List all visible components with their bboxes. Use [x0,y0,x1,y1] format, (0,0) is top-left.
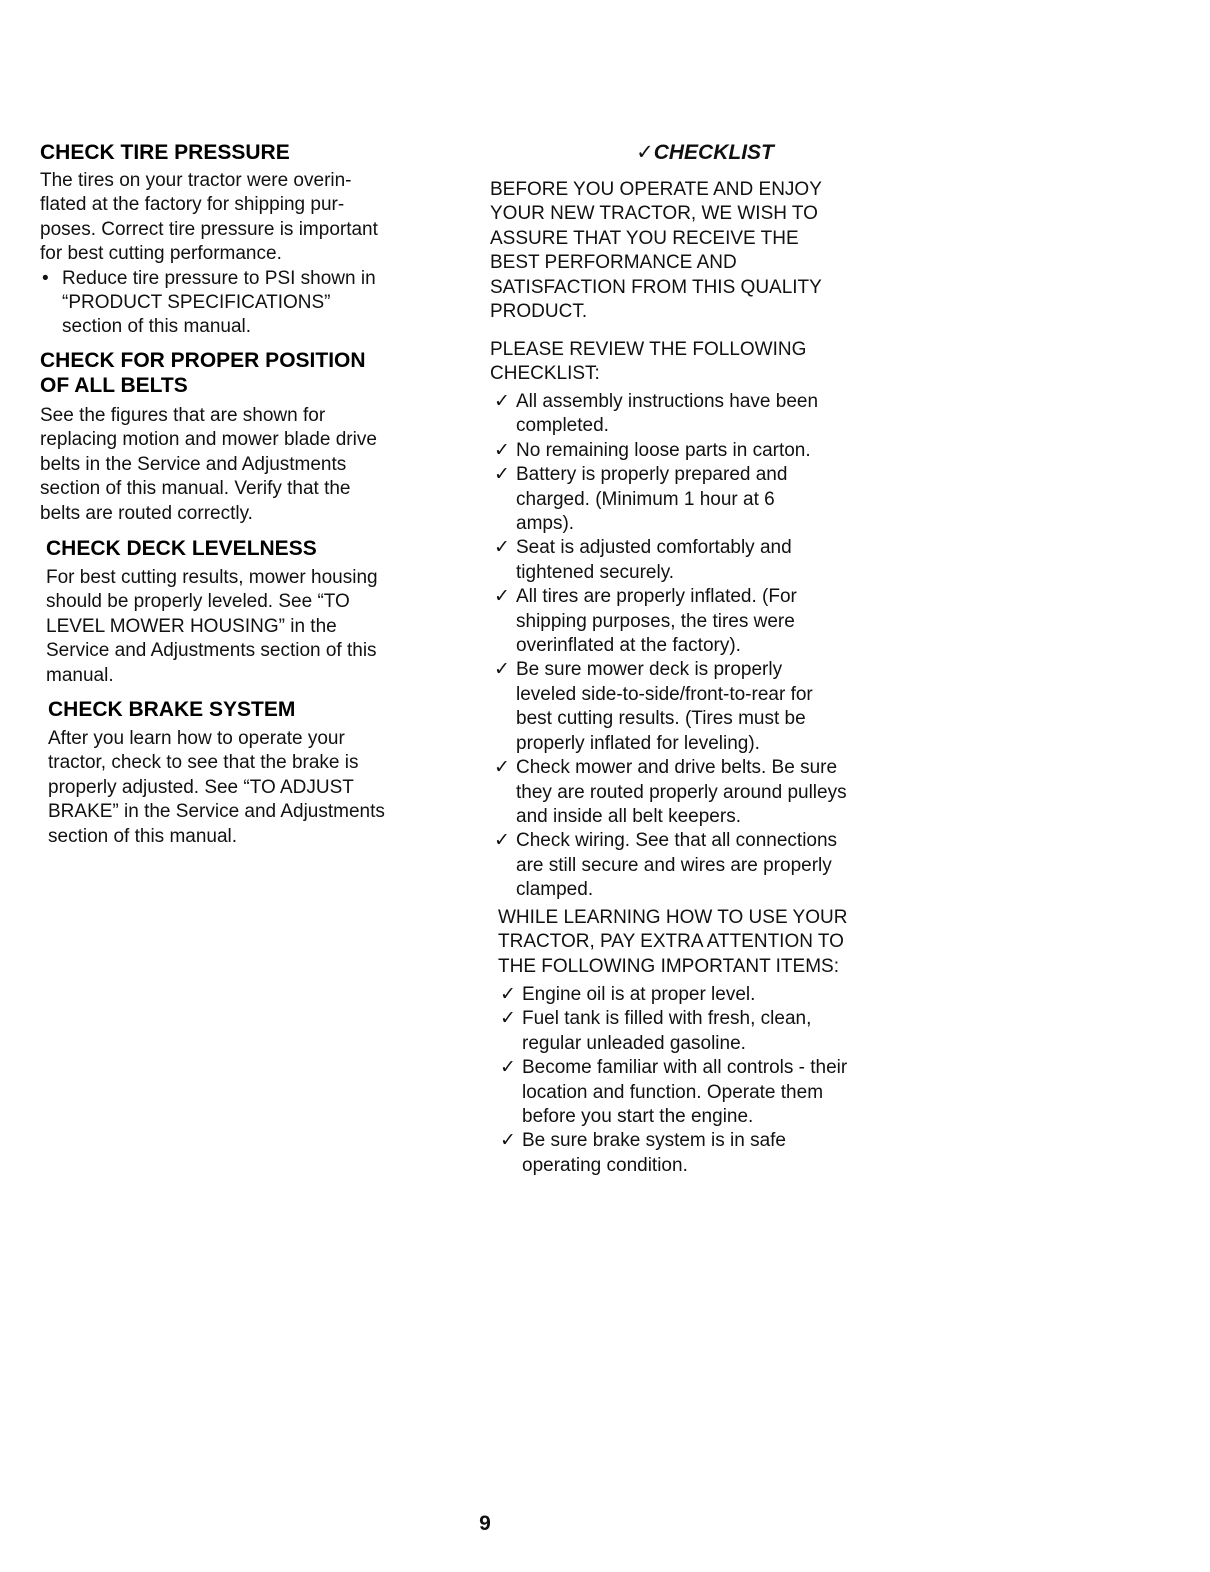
check-icon: ✓ [500,1057,516,1079]
item-line: No remaining loose parts in carton. [516,439,811,461]
check-icon: ✓ [494,757,510,779]
item-line: clamped. [516,879,594,901]
item-line: overinflated at the factory). [516,635,741,657]
checklist-title: ✓CHECKLIST [636,141,774,164]
text-line: THE FOLLOWING IMPORTANT ITEMS: [498,955,839,977]
deck-heading: CHECK DECK LEVELNESS [46,537,317,560]
text-line: belts are routed correctly. [40,502,253,524]
text-line: manual. [46,664,114,686]
bullet-icon: • [42,267,49,289]
bullet-line: “PRODUCT SPECIFICATIONS” [62,292,331,314]
text-line: Service and Adjustments section of this [46,640,377,662]
bullet-line: Reduce tire pressure to PSI shown in [62,267,376,289]
important-item [496,1129,920,1178]
belts-heading-line: OF ALL BELTS [40,374,188,397]
item-line: before you start the engine. [522,1106,754,1128]
important-item [496,1056,920,1129]
item-line: and inside all belt keepers. [516,805,741,827]
item-line: Check wiring. See that all connections [516,830,838,852]
text-line: ASSURE THAT YOU RECEIVE THE [490,227,799,249]
text-line: SATISFACTION FROM THIS QUALITY [490,276,822,298]
check-icon: ✓ [494,464,510,486]
text-line: The tires on your tractor were overin- [40,170,352,191]
item-line: Become familiar with all controls - their [522,1057,848,1079]
check-icon: ✓ [500,1008,516,1030]
bullet-line: section of this manual. [62,316,252,338]
item-line: regular unleaded gasoline. [522,1032,746,1054]
item-line: Fuel tank is filled with fresh, clean, [522,1008,812,1030]
item-line: leveled side-to-side/front-to-rear for [516,683,813,705]
checklist-item [490,536,920,585]
text-line: properly adjusted. See “TO ADJUST [48,776,354,798]
checklist [490,390,920,903]
bullet-item [40,267,460,340]
text-line: BRAKE” in the Service and Adjustments [48,801,385,823]
text-line: For best cutting results, mower housing [46,567,378,588]
review-block [490,338,920,387]
checklist-title-block [490,140,920,165]
deck-section [46,536,460,688]
text-line: BEFORE YOU OPERATE AND ENJOY [490,179,822,200]
text-line: flated at the factory for shipping pur- [40,194,345,216]
text-line: WHILE LEARNING HOW TO USE YOUR [498,907,848,928]
brake-section [48,697,460,849]
check-icon: ✓ [494,830,510,852]
item-line: completed. [516,415,609,437]
learning-block [498,906,920,979]
check-icon: ✓ [494,537,510,559]
checklist-item [490,585,920,658]
checklist-item [490,390,920,439]
tire-pressure-section [40,140,460,340]
belts-section [40,348,460,526]
important-items [496,983,920,1178]
check-icon: ✓ [500,1130,516,1152]
item-line: Engine oil is at proper level. [522,984,756,1005]
item-line: Seat is adjusted comfortably and [516,537,792,559]
page-number: 9 [479,1512,491,1535]
item-line: Battery is properly prepared and [516,464,788,486]
text-line: should be properly leveled. See “TO [46,591,350,613]
checklist-item [490,756,920,829]
item-line: Be sure mower deck is properly [516,659,783,681]
item-line: Be sure brake system is in safe [522,1130,786,1152]
check-icon: ✓ [494,391,510,412]
text-line: LEVEL MOWER HOUSING” in the [46,615,337,637]
item-line: location and function. Operate them [522,1081,824,1103]
text-line: belts in the Service and Adjustments [40,453,347,475]
checklist-item [490,463,920,536]
item-line: operating condition. [522,1154,688,1176]
text-line: tractor, check to see that the brake is [48,752,359,774]
important-item [496,1007,920,1056]
important-item [496,983,920,1007]
text-line: section of this manual. [48,825,238,847]
text-line: poses. Correct tire pressure is important [40,218,378,240]
item-line: amps). [516,513,575,535]
text-line: for best cutting performance. [40,243,282,265]
text-line: PRODUCT. [490,301,588,323]
item-line: All tires are properly inflated. (For [516,586,797,608]
check-icon: ✓ [494,586,510,608]
checklist-item [490,829,920,902]
check-icon: ✓ [494,439,510,461]
text-line: section of this manual. Verify that the [40,478,351,500]
check-icon: ✓ [500,984,516,1005]
text-line: TRACTOR, PAY EXTRA ATTENTION TO [498,931,844,953]
text-line: YOUR NEW TRACTOR, WE WISH TO [490,203,818,225]
tire-pressure-heading: CHECK TIRE PRESSURE [40,141,290,164]
check-icon: ✓ [494,659,510,681]
item-line: Check mower and drive belts. Be sure [516,757,838,779]
item-line: All assembly instructions have been [516,391,819,412]
text-line: After you learn how to operate your [48,728,345,749]
text-line: CHECKLIST: [490,363,600,385]
intro-block [490,178,920,324]
text-line: BEST PERFORMANCE AND [490,252,737,274]
item-line: best cutting results. (Tires must be [516,708,806,730]
item-line: charged. (Minimum 1 hour at 6 [516,488,775,510]
brake-heading: CHECK BRAKE SYSTEM [48,698,296,721]
item-line: are still secure and wires are properly [516,854,832,876]
checklist-item [490,658,920,756]
item-line: they are routed properly around pulleys [516,781,847,803]
text-line: PLEASE REVIEW THE FOLLOWING [490,339,807,360]
belts-heading-line: CHECK FOR PROPER POSITION [40,349,366,372]
text-line: replacing motion and mower blade drive [40,429,377,451]
checklist-item [490,439,920,463]
item-line: tightened securely. [516,561,675,583]
item-line: properly inflated for leveling). [516,732,760,754]
item-line: shipping purposes, the tires were [516,610,795,632]
text-line: See the figures that are shown for [40,405,326,426]
